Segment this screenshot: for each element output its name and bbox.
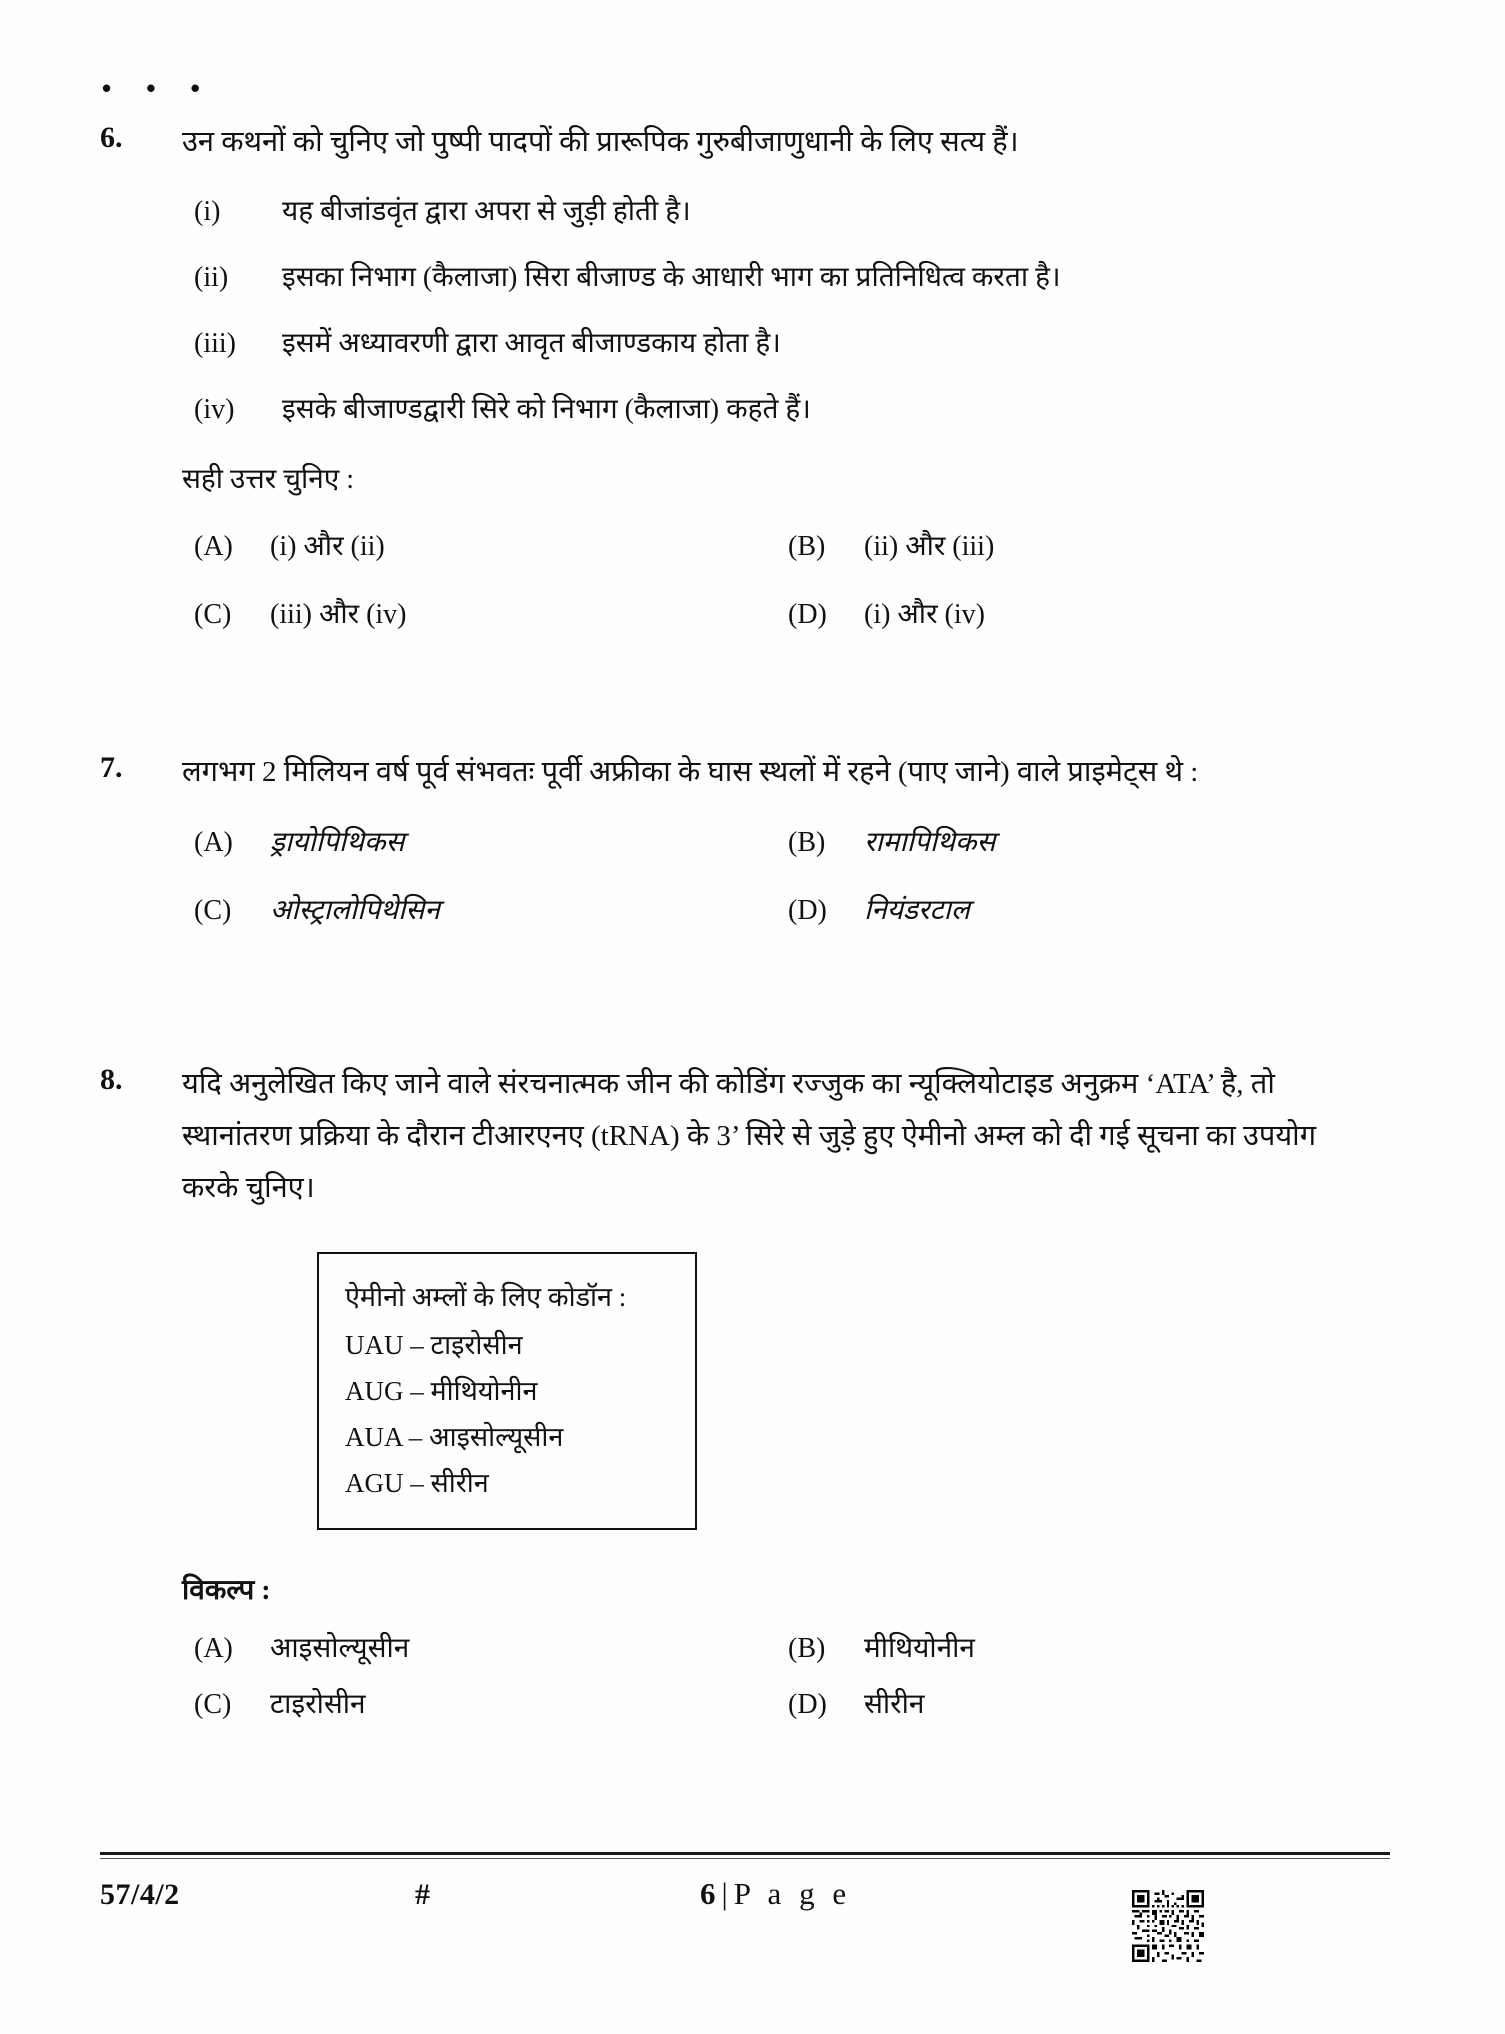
- option-label: (A): [194, 827, 233, 858]
- option-label: (C): [194, 599, 232, 630]
- page-separator: |: [721, 1876, 728, 1911]
- question-8-option-a[interactable]: [182, 1628, 776, 1670]
- question-6-statement-i: [182, 190, 1370, 234]
- question-8-body: [182, 1058, 1370, 1726]
- option-row: [182, 526, 1370, 568]
- question-7-option-c[interactable]: [182, 890, 776, 932]
- statement-text: इसके बीजाण्डद्वारी सिरे को निभाग (कैलाजा) कहते हैं।: [282, 394, 811, 425]
- statement-label: (ii): [194, 262, 229, 293]
- codon-box-title: ऐमीनो अम्लों के लिए कोडॉन :: [345, 1282, 627, 1312]
- question-8-options-label: विकल्प :: [182, 1575, 271, 1606]
- option-text: रामापिथिकस: [864, 827, 996, 858]
- page-footer: [100, 1872, 1390, 1952]
- option-text: सीरीन: [864, 1689, 925, 1720]
- question-6-option-d[interactable]: [776, 594, 1370, 636]
- statement-text: इसमें अध्यावरणी द्वारा आवृत बीजाण्डकाय होता है।: [282, 328, 781, 359]
- question-6-choose-label: सही उत्तर चुनिए :: [182, 464, 355, 495]
- question-8-number: 8.: [100, 1063, 123, 1096]
- question-6-number: 6.: [100, 121, 123, 154]
- option-text: मीथियोनीन: [864, 1633, 975, 1664]
- question-6-option-a[interactable]: [182, 526, 776, 568]
- option-row: [182, 594, 1370, 636]
- question-8-option-b[interactable]: [776, 1628, 1370, 1670]
- page-indicator: [700, 1876, 851, 1912]
- codon-reference-box: [317, 1252, 697, 1530]
- footer-divider: [100, 1852, 1390, 1859]
- codon-line-aug: AUG – मीथियोनीन: [345, 1376, 538, 1406]
- option-row: [182, 822, 1370, 864]
- option-text: टाइरोसीन: [270, 1689, 366, 1720]
- question-8-option-c[interactable]: [182, 1684, 776, 1726]
- statement-label: (iv): [194, 394, 235, 425]
- question-8-option-d[interactable]: [776, 1684, 1370, 1726]
- codon-line-uau: UAU – टाइरोसीन: [345, 1330, 523, 1360]
- option-label: (D): [788, 599, 827, 630]
- option-text: आइसोल्यूसीन: [270, 1633, 410, 1664]
- option-label: (A): [194, 531, 233, 562]
- option-row: [182, 1628, 1370, 1670]
- question-6-text: उन कथनों को चुनिए जो पुष्पी पादपों की प्रारूपिक गुरुबीजाणुधानी के लिए सत्य हैं।: [182, 126, 1019, 158]
- page-content: [100, 73, 1370, 1740]
- question-7-number: 7.: [100, 751, 123, 784]
- option-label: (D): [788, 895, 827, 926]
- option-text: ओस्ट्रालोपिथेसिन: [270, 895, 440, 926]
- question-8: [100, 1058, 1370, 1726]
- question-7-option-a[interactable]: [182, 822, 776, 864]
- paper-code: 57/4/2: [100, 1878, 180, 1911]
- qr-code-icon: [1132, 1890, 1204, 1962]
- codon-line-agu: AGU – सीरीन: [345, 1468, 489, 1498]
- statement-label: (i): [194, 196, 221, 227]
- option-label: (A): [194, 1633, 233, 1664]
- option-text: ड्रायोपिथिकस: [270, 827, 405, 858]
- option-row: [182, 890, 1370, 932]
- page-word: P a g e: [733, 1876, 852, 1911]
- option-label: (C): [194, 1689, 232, 1720]
- question-6-statement-iii: [182, 322, 1370, 366]
- question-7-option-d[interactable]: [776, 890, 1370, 932]
- codon-line-aua: AUA – आइसोल्यूसीन: [345, 1422, 564, 1452]
- question-7-text: लगभग 2 मिलियन वर्ष पूर्व संभवतः पूर्वी अफ्रीका के घास स्थलों में रहने (पाए जाने) वाले प्राइमेट्स थे :: [182, 756, 1199, 788]
- question-spacer: [100, 662, 1370, 746]
- question-8-options: [182, 1628, 1370, 1726]
- question-6-statement-iv: [182, 388, 1370, 432]
- question-7-body: [182, 746, 1370, 932]
- question-7: [100, 746, 1370, 932]
- question-6-body: [182, 116, 1370, 636]
- question-6-option-c[interactable]: [182, 594, 776, 636]
- option-text: (iii) और (iv): [270, 599, 407, 630]
- footer-hash-mark: #: [415, 1878, 430, 1911]
- page-number: 6: [700, 1876, 716, 1911]
- question-6-options: [182, 526, 1370, 636]
- question-6-option-b[interactable]: [776, 526, 1370, 568]
- option-text: नियंडरटाल: [864, 895, 970, 926]
- option-label: (B): [788, 1633, 826, 1664]
- statement-text: यह बीजांडवृंत द्वारा अपरा से जुड़ी होती है।: [282, 196, 691, 227]
- question-7-option-b[interactable]: [776, 822, 1370, 864]
- option-label: (B): [788, 531, 826, 562]
- option-text: (i) और (ii): [270, 531, 385, 562]
- continuation-dots: • • •: [102, 73, 214, 103]
- option-label: (B): [788, 827, 826, 858]
- option-label: (C): [194, 895, 232, 926]
- statement-label: (iii): [194, 328, 236, 359]
- question-7-options: [182, 822, 1370, 932]
- option-label: (D): [788, 1689, 827, 1720]
- option-row: [182, 1684, 1370, 1726]
- option-text: (i) और (iv): [864, 599, 985, 630]
- question-6-statement-ii: [182, 256, 1370, 300]
- question-6: [100, 116, 1370, 636]
- question-spacer: [100, 958, 1370, 1058]
- question-8-text: यदि अनुलेखित किए जाने वाले संरचनात्मक जीन की कोडिंग रज्जुक का न्यूक्लियोटाइड अनुक्रम ‘ATA’ है, तो स्थानांतरण प्रक्रिया के दौरान टीआरएनए (tRNA) के 3’ सिरे से जुड़े हुए ऐमीनो अम्ल को दी गई सूचना का उपयोग करके चुनिए।: [182, 1068, 1317, 1204]
- statement-text: इसका निभाग (कैलाजा) सिरा बीजाण्ड के आधारी भाग का प्रतिनिधित्व करता है।: [282, 262, 1061, 293]
- option-text: (ii) और (iii): [864, 531, 995, 562]
